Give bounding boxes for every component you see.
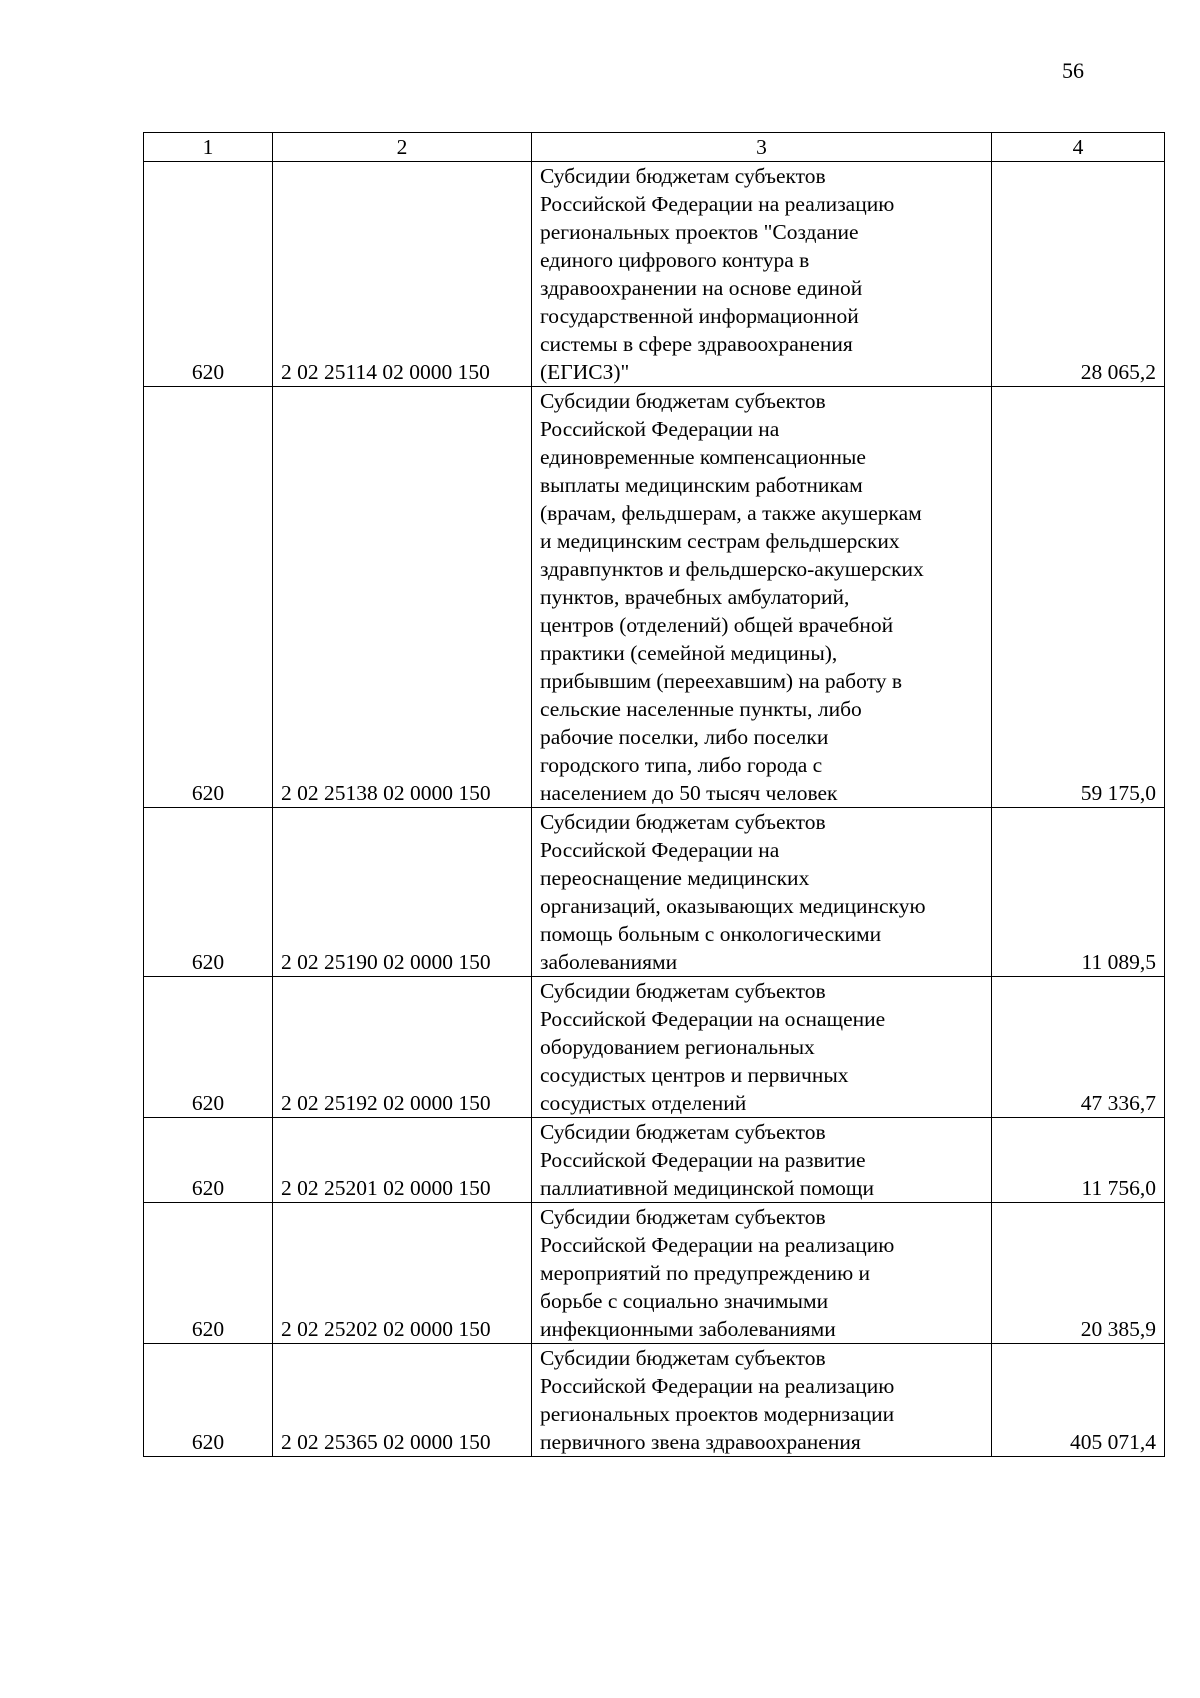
income-name-line: оборудованием региональных (540, 1035, 815, 1059)
income-name-line: Субсидии бюджетам субъектов (540, 979, 826, 1003)
income-name-cell (532, 387, 992, 808)
income-name-line: Субсидии бюджетам субъектов (540, 1120, 826, 1144)
income-name-line: переоснащение медицинских (540, 866, 810, 890)
income-name-line: и медицинским сестрам фельдшерских (540, 529, 900, 553)
income-name-line: Российской Федерации на (540, 838, 780, 862)
income-name-line: рабочие поселки, либо поселки (540, 725, 829, 749)
budget-code-cell: 2 02 25365 02 0000 150 (273, 1344, 532, 1457)
admin-code-cell: 620 (144, 1118, 273, 1203)
income-name-cell (532, 162, 992, 387)
income-name-line: практики (семейной медицины), (540, 641, 838, 665)
income-name-line: Субсидии бюджетам субъектов (540, 1346, 826, 1370)
income-name-line: мероприятий по предупреждению и (540, 1261, 871, 1285)
amount-cell: 11 089,5 (992, 808, 1165, 977)
amount-cell: 59 175,0 (992, 387, 1165, 808)
income-name-line: (ЕГИСЗ)" (540, 360, 630, 384)
admin-code-cell: 620 (144, 977, 273, 1118)
income-name-line: сосудистых отделений (540, 1091, 747, 1115)
admin-code-cell: 620 (144, 808, 273, 977)
table-body (144, 162, 1165, 1457)
table-row (144, 1118, 1165, 1203)
income-name-line: организаций, оказывающих медицинскую (540, 894, 926, 918)
admin-code-cell: 620 (144, 162, 273, 387)
table-row (144, 162, 1165, 387)
table-row (144, 387, 1165, 808)
income-name-cell (532, 1118, 992, 1203)
income-name-line: государственной информационной (540, 304, 859, 328)
income-name-line: Субсидии бюджетам субъектов (540, 1205, 826, 1229)
admin-code-cell: 620 (144, 1203, 273, 1344)
table-header (144, 133, 1165, 162)
header-col-4: 4 (992, 133, 1165, 162)
income-name-cell (532, 977, 992, 1118)
header-row (144, 133, 1165, 162)
budget-code-cell: 2 02 25114 02 0000 150 (273, 162, 532, 387)
header-col-3: 3 (532, 133, 992, 162)
budget-code-cell: 2 02 25192 02 0000 150 (273, 977, 532, 1118)
table-row (144, 1344, 1165, 1457)
income-name-cell (532, 1344, 992, 1457)
income-name-line: системы в сфере здравоохранения (540, 332, 853, 356)
income-name-line: борьбе с социально значимыми (540, 1289, 829, 1313)
admin-code-cell: 620 (144, 387, 273, 808)
income-name-line: сосудистых центров и первичных (540, 1063, 849, 1087)
income-name-line: Российской Федерации на реализацию (540, 1374, 895, 1398)
income-name-cell (532, 1203, 992, 1344)
admin-code-cell: 620 (144, 1344, 273, 1457)
income-name-line: прибывшим (переехавшим) на работу в (540, 669, 902, 693)
income-name-line: Субсидии бюджетам субъектов (540, 164, 826, 188)
income-name-line: единого цифрового контура в (540, 248, 810, 272)
income-name-line: Российской Федерации на развитие (540, 1148, 866, 1172)
income-name-line: выплаты медицинским работникам (540, 473, 863, 497)
amount-cell: 405 071,4 (992, 1344, 1165, 1457)
page-number: 56 (1062, 58, 1084, 83)
budget-code-cell: 2 02 25190 02 0000 150 (273, 808, 532, 977)
amount-cell: 28 065,2 (992, 162, 1165, 387)
table-row (144, 1203, 1165, 1344)
income-name-line: единовременные компенсационные (540, 445, 866, 469)
income-name-line: Российской Федерации на реализацию (540, 1233, 895, 1257)
income-name-line: городского типа, либо города с (540, 753, 823, 777)
income-name-line: Субсидии бюджетам субъектов (540, 810, 826, 834)
income-name-line: центров (отделений) общей врачебной (540, 613, 894, 637)
budget-code-cell: 2 02 25202 02 0000 150 (273, 1203, 532, 1344)
income-name-line: паллиативной медицинской помощи (540, 1176, 874, 1200)
income-name-line: Российской Федерации на (540, 417, 780, 441)
income-name-line: инфекционными заболеваниями (540, 1317, 836, 1341)
budget-code-cell: 2 02 25138 02 0000 150 (273, 387, 532, 808)
header-col-1: 1 (144, 133, 273, 162)
income-name-line: помощь больным с онкологическими (540, 922, 882, 946)
income-name-line: Российской Федерации на оснащение (540, 1007, 886, 1031)
income-name-line: здравпунктов и фельдшерско-акушерских (540, 557, 924, 581)
income-name-line: населением до 50 тысяч человек (540, 781, 838, 805)
header-col-2: 2 (273, 133, 532, 162)
amount-cell: 47 336,7 (992, 977, 1165, 1118)
income-name-line: первичного звена здравоохранения (540, 1430, 861, 1454)
income-name-line: (врачам, фельдшерам, а также акушеркам (540, 501, 922, 525)
table-row (144, 977, 1165, 1118)
income-name-cell (532, 808, 992, 977)
income-name-line: региональных проектов модернизации (540, 1402, 895, 1426)
income-name-line: Российской Федерации на реализацию (540, 192, 895, 216)
table-row (144, 808, 1165, 977)
income-name-line: пунктов, врачебных амбулаторий, (540, 585, 850, 609)
income-name-line: региональных проектов "Создание (540, 220, 859, 244)
budget-code-cell: 2 02 25201 02 0000 150 (273, 1118, 532, 1203)
amount-cell: 11 756,0 (992, 1118, 1165, 1203)
income-name-line: заболеваниями (540, 950, 678, 974)
budget-table (143, 132, 1165, 1457)
amount-cell: 20 385,9 (992, 1203, 1165, 1344)
income-name-line: здравоохранении на основе единой (540, 276, 863, 300)
income-name-line: Субсидии бюджетам субъектов (540, 389, 826, 413)
income-name-line: сельские населенные пункты, либо (540, 697, 862, 721)
